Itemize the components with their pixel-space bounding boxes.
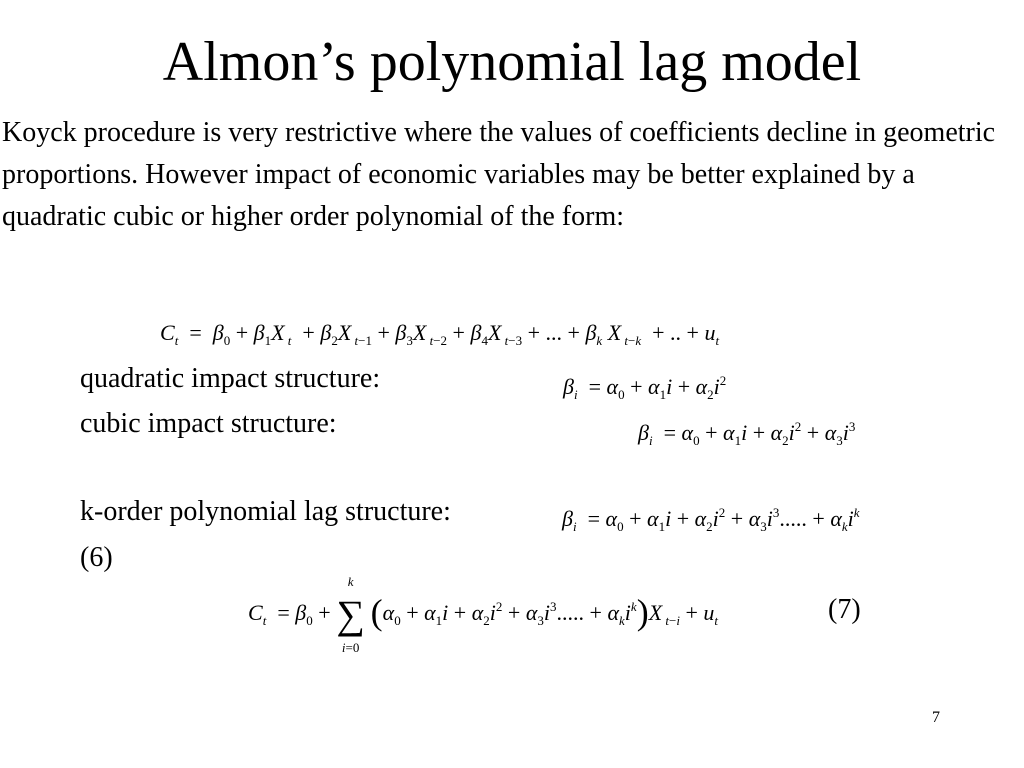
page-number: 7 [932, 709, 940, 726]
equation-number-7: (7) [828, 594, 861, 625]
label-korder: k-order polynomial lag structure: [80, 496, 451, 527]
summation-sign: k ∑ i=0 [336, 573, 365, 655]
intro-paragraph: Koyck procedure is very restrictive where the values of coefficients decline in geometric proportions. However impact of economic variables may be better explained by a quadratic cubic or higher order polynomial of the form: [2, 117, 996, 232]
equation-korder: $\beta_i = \alpha_0 + \alpha_1i + \alpha_2i^2 + \alpha_3i^3$..... + $\alpha_ki^k$ [562, 505, 860, 534]
label-cubic: cubic impact structure: [80, 408, 337, 439]
equation-distributed-lag: $C_t = \beta_0 + \beta_1X$ $_t + \beta_2X$ $_{t-1} + \beta_3X$ $_{t-2} + \beta_4X$ $_{t-3}$ + ... + $\beta_k$ X $_{t-k}$ + .. + $u_t$ [160, 320, 720, 348]
label-quadratic: quadratic impact structure: [80, 363, 381, 394]
slide-title: Almon’s polynomial lag model [162, 31, 862, 93]
equation-number-6: (6) [80, 542, 113, 573]
equation-quadratic: $\beta_i = \alpha_0 + \alpha_1i + \alpha_2i^2$ [563, 373, 727, 402]
equation-almon-model: $C_t = \beta_0$ + k ∑ i=0 ($\alpha_0 + \alpha_1i + \alpha_2i^2 + \alpha_3i^3$..... + $\alpha_ki^k)X$ $_{t-i} + u_t$ [248, 573, 719, 655]
equation-cubic: $\beta_i = \alpha_0 + \alpha_1i + \alpha_2i^2 + \alpha_3i^3$ [638, 419, 856, 448]
